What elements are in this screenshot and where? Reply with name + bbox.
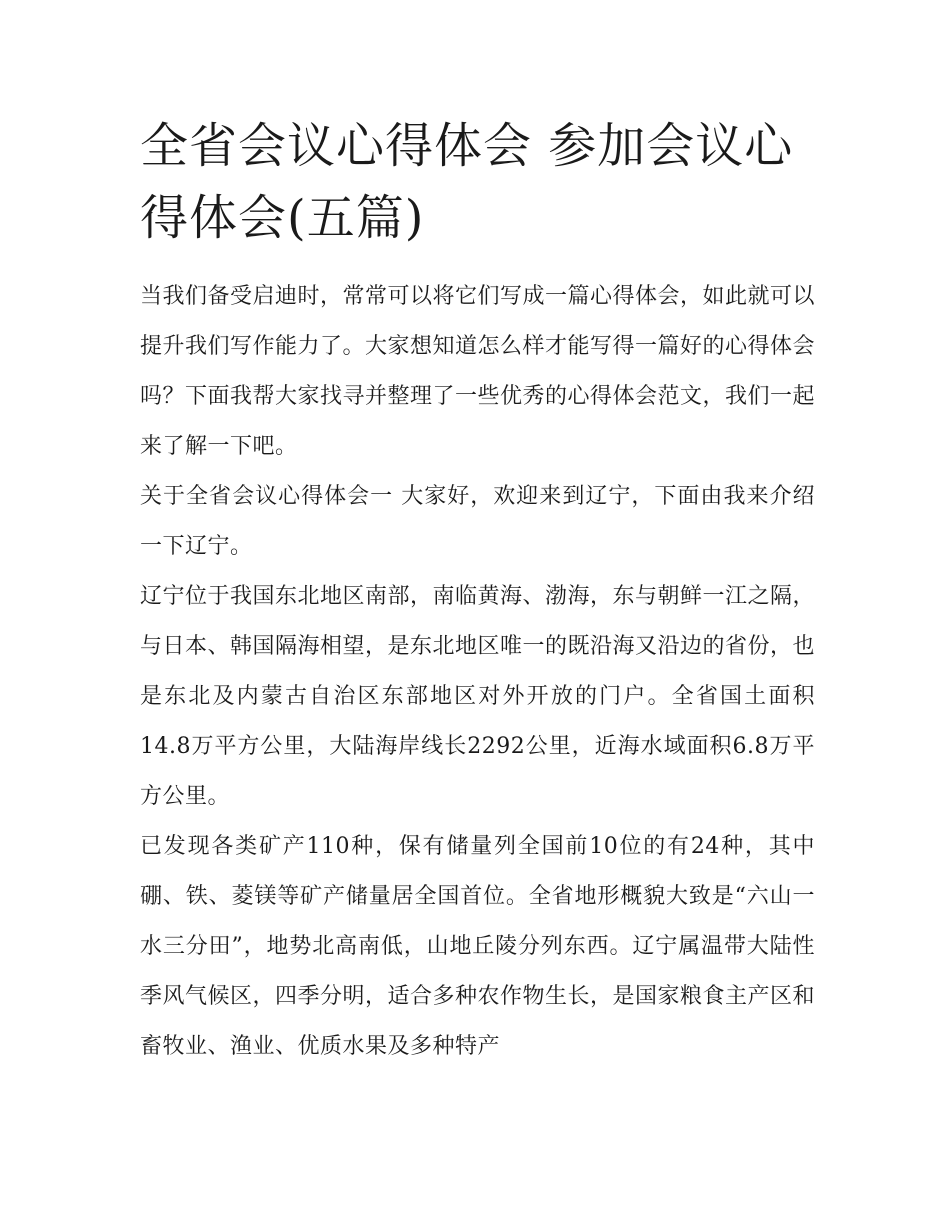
document-title: 全省会议心得体会 参加会议心得体会(五篇) <box>140 118 794 246</box>
document-page <box>140 0 815 1229</box>
paragraph-geography: 辽宁位于我国东北地区南部，南临黄海、渤海，东与朝鲜一江之隔，与日本、韩国隔海相望，是东北地区唯一的既沿海又沿边的省份，也是东北及内蒙古自治区东部地区对外开放的门户。全省国土面积14.8万平方公里，大陆海岸线长2292公里，近海水域面积6.8万平方公里。 <box>140 584 816 809</box>
paragraph-resources: 已发现各类矿产110种，保有储量列全国前10位的有24种，其中硼、铁、菱镁等矿产储量居全国首位。全省地形概貌大致是“六山一水三分田”，地势北高南低，山地丘陵分列东西。辽宁属温带大陆性季风气候区，四季分明，适合多种农作物生长，是国家粮食主产区和畜牧业、渔业、优质水果及多种特产 <box>140 834 816 1059</box>
paragraph-greeting: 关于全省会议心得体会一 大家好，欢迎来到辽宁，下面由我来介绍一下辽宁。 <box>140 484 815 559</box>
paragraph-intro: 当我们备受启迪时，常常可以将它们写成一篇心得体会，如此就可以提升我们写作能力了。大家想知道怎么样才能写得一篇好的心得体会吗？下面我帮大家找寻并整理了一些优秀的心得体会范文，我们一起来了解一下吧。 <box>140 284 816 459</box>
